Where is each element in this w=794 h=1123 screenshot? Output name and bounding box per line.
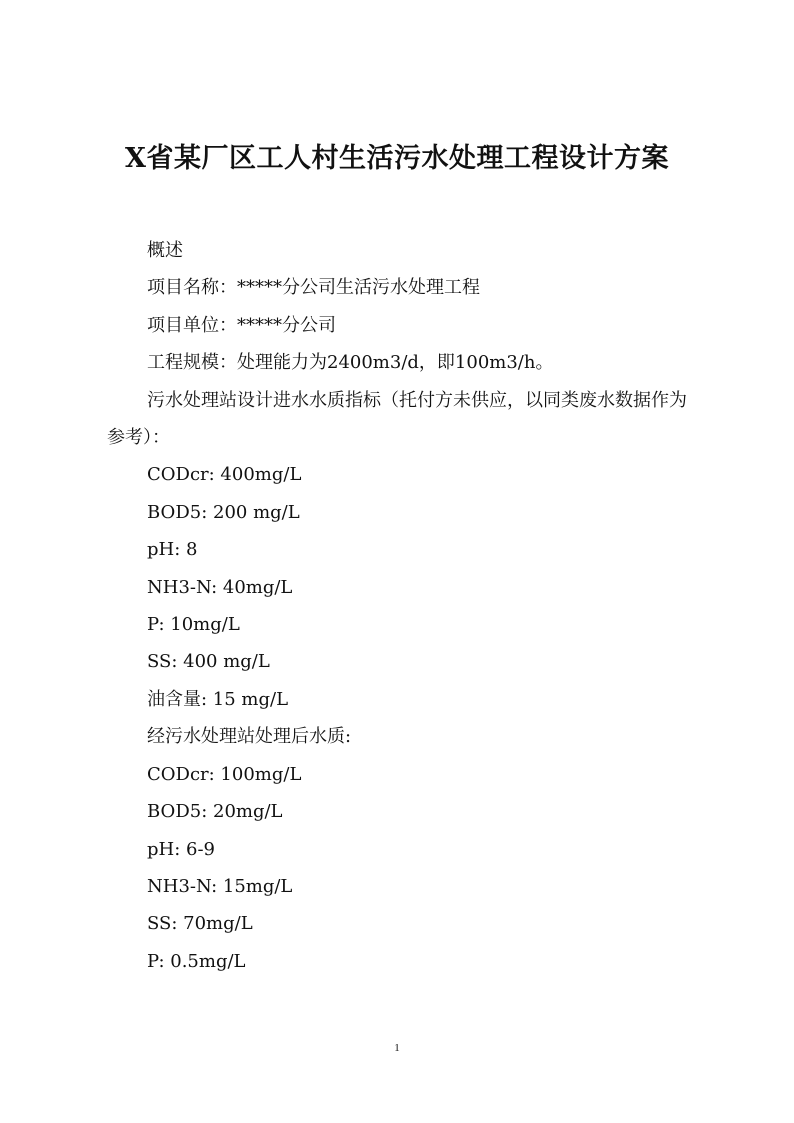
influent-ph: pH: 8 [147, 539, 198, 561]
project-scale: 工程规模：处理能力为2400m3/d，即100m3/h。 [147, 352, 554, 374]
influent-codcr: CODcr: 400mg/L [147, 464, 302, 486]
document-body [107, 232, 695, 980]
page-number: 1 [394, 1042, 400, 1054]
influent-nh3n: NH3-N: 40mg/L [147, 576, 293, 598]
influent-intro: 污水处理站设计进水水质指标（托付方未供应，以同类废水数据作为参考）： [107, 389, 687, 449]
effluent-bod5: BOD5: 20mg/L [147, 801, 283, 823]
effluent-nh3n: NH3-N: 15mg/L [147, 875, 293, 897]
project-name: 项目名称：*****分公司生活污水处理工程 [147, 277, 480, 299]
influent-ss: SS: 400 mg/L [147, 651, 270, 673]
effluent-p: P: 0.5mg/L [147, 950, 246, 972]
effluent-codcr: CODcr: 100mg/L [147, 763, 302, 785]
project-unit: 项目单位：*****分公司 [147, 314, 336, 336]
document-title: X省某厂区工人村生活污水处理工程设计方案 [125, 143, 669, 174]
influent-p: P: 10mg/L [147, 614, 240, 636]
effluent-ss: SS: 70mg/L [147, 913, 253, 935]
influent-bod5: BOD5: 200 mg/L [147, 501, 300, 523]
effluent-ph: pH: 6-9 [147, 838, 215, 860]
overview-heading: 概述 [147, 240, 183, 261]
effluent-intro: 经污水处理站处理后水质: [147, 726, 352, 748]
influent-oil: 油含量: 15 mg/L [147, 688, 289, 710]
